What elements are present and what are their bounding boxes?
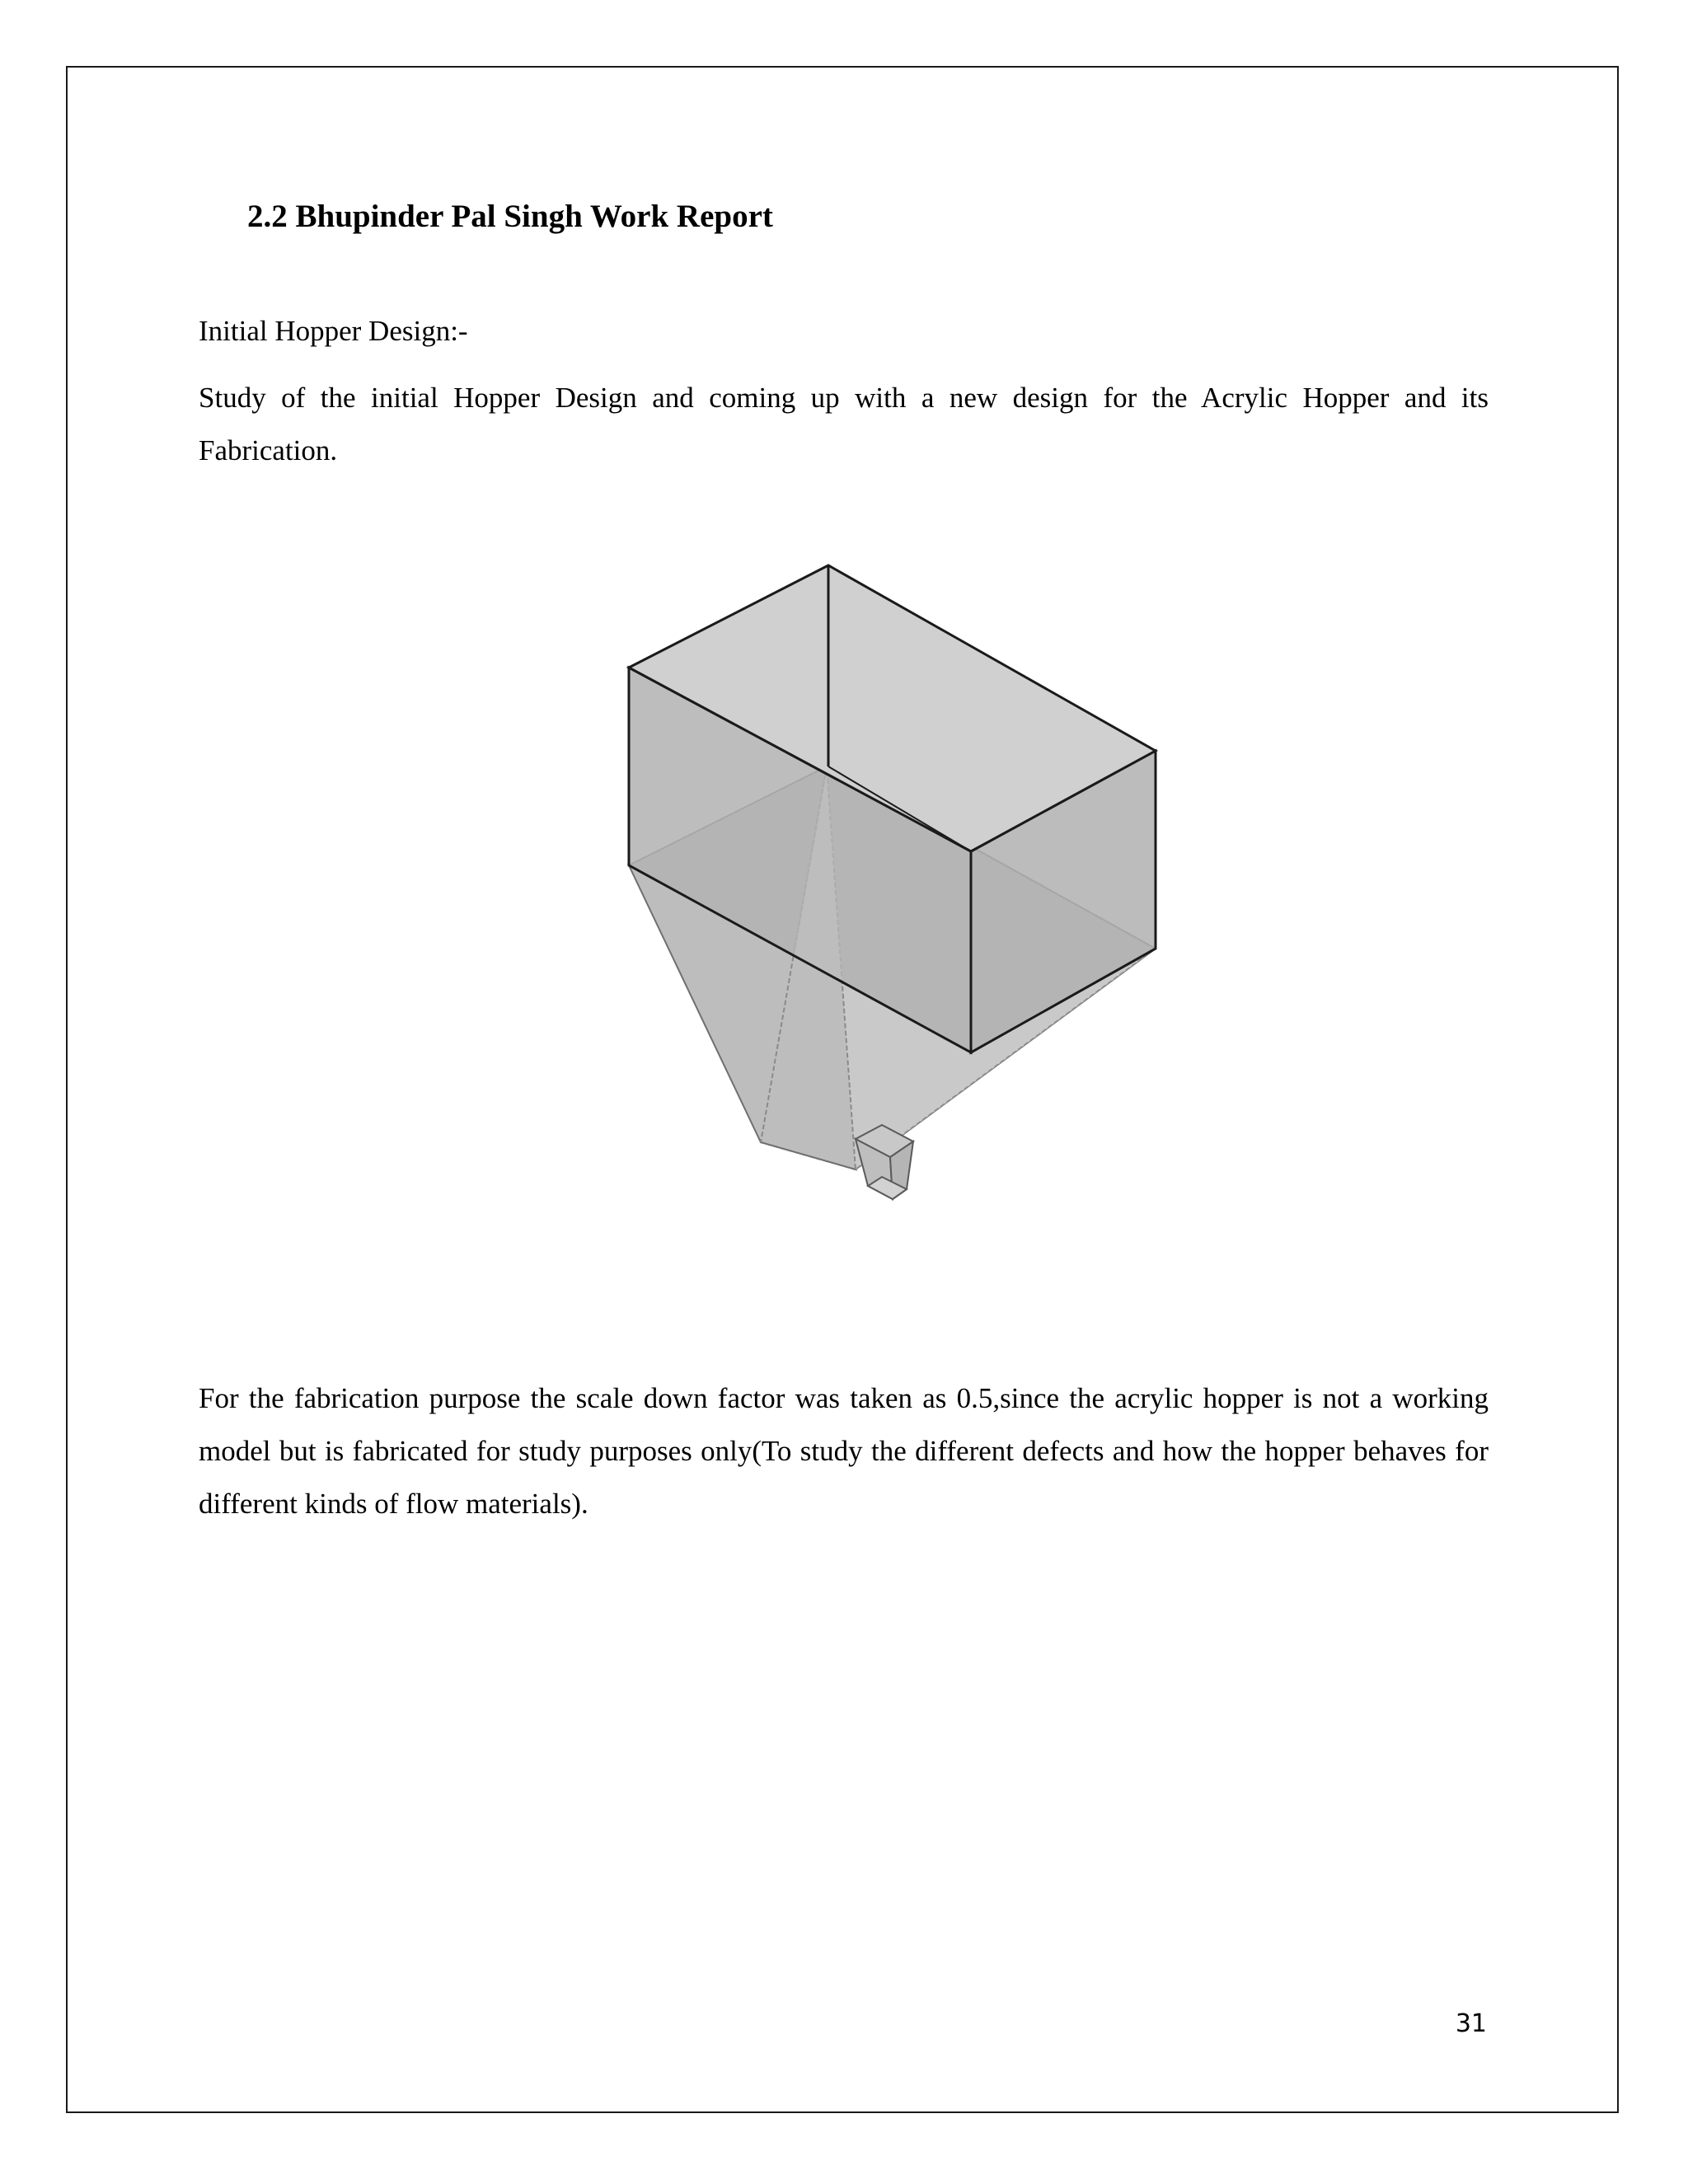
page-number: 31 (1455, 2009, 1487, 2038)
subheading: Initial Hopper Design:- (199, 315, 468, 347)
fabrication-paragraph: For the fabrication purpose the scale down factor was taken as 0.5,since the acrylic hopper is not a working model but is fabricated for study purposes only(To study the different defects and how the hopper behaves for different kinds of flow materials). (199, 1382, 1489, 1520)
hopper-figure (626, 556, 1170, 1249)
hopper-drawing (626, 556, 1170, 1249)
section-heading: 2.2 Bhupinder Pal Singh Work Report (247, 199, 773, 234)
intro-paragraph: Study of the initial Hopper Design and coming up with a new design for the Acrylic Hopper and its Fabrication. (199, 382, 1489, 466)
